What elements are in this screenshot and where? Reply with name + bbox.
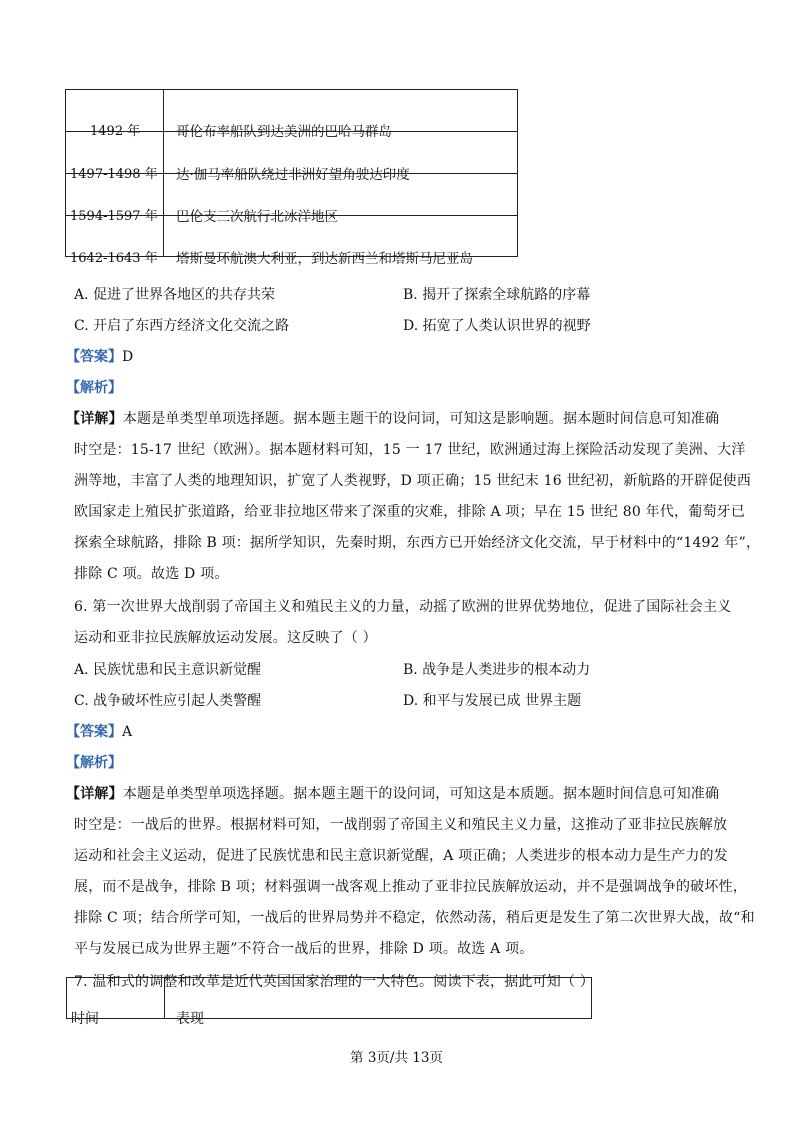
q5-analysis-line: 欧国家走上殖民扩张道路，给亚非拉地区带来了深重的灾难，排除 A 项；早在 15 世纪 80 年代，葡萄牙已 — [74, 504, 746, 520]
table-cell-event: 哥伦布率船队到达美洲的巴哈马群岛 — [176, 124, 392, 140]
q6-option-a: A. 民族忧患和民主意识新觉醒 — [74, 662, 262, 678]
analysis-text: 本题是单类型单项选择题。据本题主题干的设问词，可知这是影响题。据本题时间信息可知准确 — [122, 411, 720, 427]
q6-analysis-line: 排除 C 项；结合所学可知，一战后的世界局势并不稳定，依然动荡，稍后更是发生了第二次世界大战，故“和 — [74, 910, 755, 926]
table-cell-year: 1642-1643 年 — [70, 251, 158, 266]
q6-stem-line: 运动和亚非拉民族解放运动发展。这反映了（ ） — [74, 630, 377, 646]
page-footer: 第 3页/共 13页 — [350, 1050, 443, 1066]
analysis-text: 本题是单类型单项选择题。据本题主题干的设问词，可知这是本质题。据本题时间信息可知准确 — [122, 786, 720, 802]
q5-option-d: D. 拓宽了人类认识世界的视野 — [403, 318, 591, 334]
table-header-time: 时间 — [71, 1011, 99, 1027]
q6-analysis-line: 时空是：一战后的世界。根据材料可知，一战削弱了帝国主义和殖民主义力量，这推动了亚非拉民族解放 — [74, 817, 728, 833]
q6-analysis-line — [66, 783, 719, 803]
q5-answer — [66, 346, 133, 366]
q6-answer — [66, 721, 132, 741]
q6-analysis-label: 【解析】 — [66, 755, 122, 771]
table-cell-year: 1497-1498 年 — [70, 167, 158, 182]
q5-analysis-line — [66, 408, 719, 428]
q6-option-d: D. 和平与发展已成 世界主题 — [403, 693, 582, 709]
table-cell-year: 1594-1597 年 — [70, 209, 158, 224]
q5-option-b: B. 揭开了探索全球航路的序幕 — [403, 287, 591, 303]
answer-value: D — [122, 349, 134, 365]
q5-analysis-line: 洲等地，丰富了人类的地理知识，扩宽了人类视野，D 项正确；15 世纪末 16 世纪初，新航路的开辟促使西 — [74, 473, 752, 489]
q5-option-c: C. 开启了东西方经济文化交流之路 — [74, 318, 290, 334]
q7-stem: 7. 温和式的调整和改革是近代英国国家治理的一大特色。阅读下表，据此可知（ ） — [74, 974, 595, 990]
answer-label: 【答案】 — [66, 349, 122, 365]
q6-stem-line: 6. 第一次世界大战削弱了帝国主义和殖民主义的力量，动摇了欧洲的世界优势地位，促进了国际社会主义 — [74, 599, 732, 615]
q6-analysis-line: 运动和社会主义运动，促进了民族忧患和民主意识新觉醒，A 项正确；人类进步的根本动力是生产力的发 — [74, 848, 728, 864]
q6-analysis-line: 平与发展已成为世界主题”不符合一战后的世界，排除 D 项。故选 A 项。 — [74, 941, 534, 957]
q6-analysis-line: 展，而不是战争，排除 B 项；材料强调一战客观上推动了亚非拉民族解放运动，并不是强调战争的破坏性， — [74, 879, 747, 895]
detail-label: 【详解】 — [66, 411, 123, 427]
voyages-table — [65, 89, 518, 267]
table-cell-event: 达·伽马率船队绕过非洲好望角驶达印度 — [176, 167, 410, 183]
q5-analysis-line: 探索全球航路，排除 B 项：据所学知识，先秦时期，东西方已开始经济文化交流，早于材料中的“1492 年”， — [74, 535, 761, 551]
table-cell-event: 塔斯曼环航澳大利亚，到达新西兰和塔斯马尼亚岛 — [176, 251, 473, 267]
table-header-performance: 表现 — [176, 1011, 204, 1027]
q6-option-c: C. 战争破坏性应引起人类警醒 — [74, 693, 262, 709]
detail-label: 【详解】 — [66, 786, 123, 802]
q5-option-a: A. 促进了世界各地区的共存共荣 — [74, 287, 276, 303]
q5-analysis-label: 【解析】 — [66, 380, 122, 396]
table-cell-year: 1492 年 — [90, 124, 141, 139]
answer-value: A — [122, 724, 133, 740]
q5-analysis-line: 时空是：15-17 世纪（欧洲）。据本题材料可知，15 一 17 世纪，欧洲通过海上探险活动发现了美洲、大洋 — [74, 442, 746, 458]
q5-analysis-line: 排除 C 项。故选 D 项。 — [74, 566, 229, 582]
answer-label: 【答案】 — [66, 724, 122, 740]
q6-option-b: B. 战争是人类进步的根本动力 — [403, 662, 591, 678]
table-cell-event: 巴伦支三次航行北冰洋地区 — [176, 209, 338, 225]
